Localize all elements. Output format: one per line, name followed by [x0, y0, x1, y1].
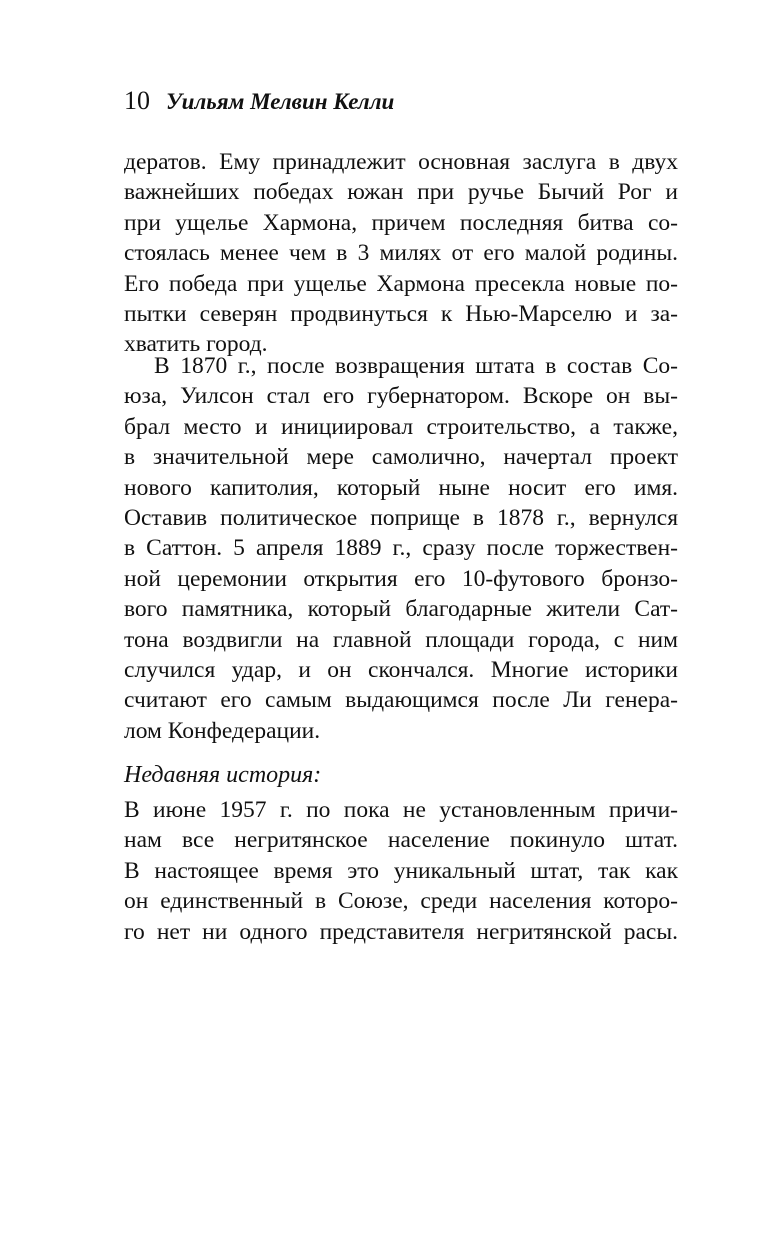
text-line: важнейших победах южан при ручье Бычий Рог и: [124, 179, 678, 206]
text-line: Его победа при ущелье Хармона пресекла новые по-: [124, 270, 678, 297]
text-line: хватить город.: [124, 331, 268, 358]
text-line: юза, Уилсон стал его губернатором. Вскоре он вы-: [124, 383, 678, 410]
text-line: в значительной мере самолично, начертал проект: [124, 444, 678, 471]
page-number: 10: [124, 86, 150, 115]
text-line: дератов. Ему принадлежит основная заслуга в двух: [124, 149, 678, 175]
text-line: стоялась менее чем в 3 милях от его малой родины.: [124, 240, 678, 267]
text-line: го нет ни одного представителя негритянской расы.: [124, 918, 678, 945]
running-header: [124, 86, 394, 116]
text-line: считают его самым выдающимся после Ли генера-: [124, 687, 678, 714]
text-line: тона воздвигли на главной площади города, с ним: [124, 626, 678, 653]
text-line: нового капитолия, который ныне носит его имя.: [124, 474, 678, 501]
section-heading: Недавняя история:: [124, 762, 322, 788]
text-line: В настоящее время это уникальный штат, так как: [124, 857, 678, 884]
paragraph-3: [124, 795, 678, 947]
text-line: он единственный в Союзе, среди населения которо-: [124, 888, 678, 915]
text-line: лом Конфедерации.: [124, 717, 321, 744]
text-line: при ущелье Хармона, причем последняя битва со-: [124, 209, 678, 236]
author-name: Уильям Мелвин Келли: [166, 89, 395, 114]
paragraph-1: [124, 147, 678, 360]
paragraph-2: [124, 351, 678, 746]
text-line: ной церемонии открытия его 10-футового бронзо-: [124, 565, 678, 592]
text-line: в Саттон. 5 апреля 1889 г., сразу после торжествен-: [124, 535, 678, 562]
text-line: пытки северян продвинуться к Нью-Марселю и за-: [124, 300, 678, 327]
text-line: Оставив политическое поприще в 1878 г., вернулся: [124, 504, 678, 531]
text-line: В июне 1957 г. по пока не установленным причи-: [124, 797, 678, 823]
text-line: случился удар, и он скончался. Многие историки: [124, 656, 678, 683]
text-line: вого памятника, который благодарные жители Сат-: [124, 596, 678, 623]
text-line: В 1870 г., после возвращения штата в состав Со-: [154, 353, 678, 379]
text-line: брал место и инициировал строительство, а также,: [124, 413, 678, 440]
text-line: нам все негритянское население покинуло штат.: [124, 827, 678, 854]
